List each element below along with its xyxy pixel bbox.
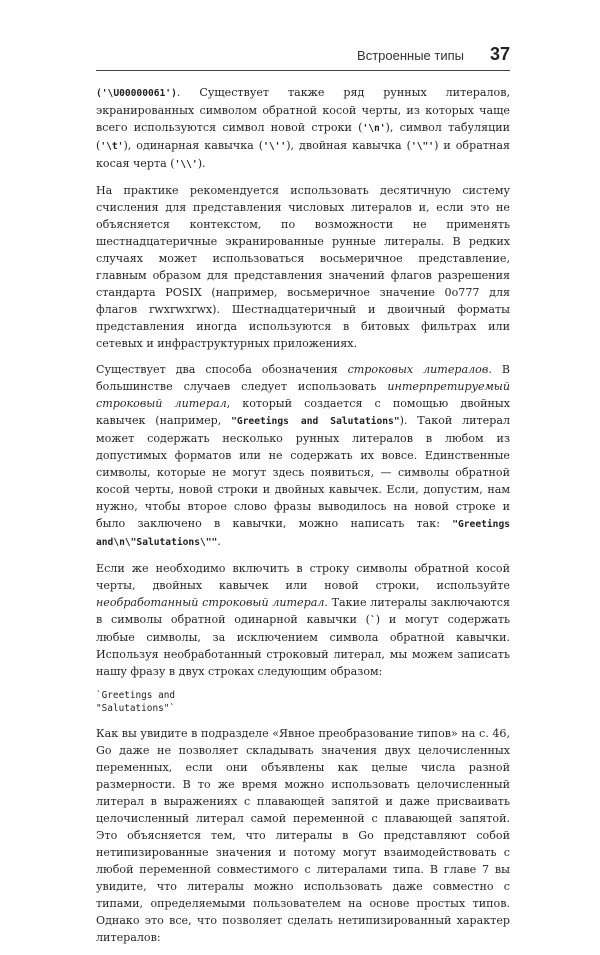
page-number: 37 (489, 44, 510, 64)
inline-code: ('\U00000061') (96, 88, 177, 99)
paragraph-string-literals: Существует два способа обозначения строковых литералов. В большинстве случаев следует использовать интерпретируемый строковый литерал, который создается с помощью двойных кавычек (например, "Greetings and Salutations"). Такой литерал может содержать несколько рунных литералов в любом из допустимых форматов или не содержать их вовсе. Единственные символы, которые не могут здесь появиться, — символы обратной косой черты, новой строки и двойных кавычек. Если, допустим, нам нужно, чтобы второе слово фразы выводилось на новой строке и было заключено в кавычки, можно написать так: "Greetings and\n\"Salutations\"". (96, 363, 510, 548)
inline-code: '\n' (362, 123, 386, 134)
paragraph-rune-escapes: ('\U00000061'). Существует также ряд рунных литералов, экранированных символом обратной косой черты, из которых чаще всего используются символ новой строки ('\n'), символ табуляции ('\t'), одинарная кавычка ('\''), двойная кавычка ('\"') и обратная косая черта ('\\'). (96, 86, 511, 170)
term-interpreted-literal: интерпретируемый строковый литерал (96, 380, 510, 410)
paragraph-untyped-literals: Как вы увидите в подразделе «Явное преобразование типов» на с. 46, Go даже не позволяет складывать значения двух целочисленных переменных, если они объявлены как целые числа разной размерности. В то же время можно использовать целочисленный литерал в выражениях с плавающей запятой и даже присваивать целочисленный литерал самой переменной с плавающей запятой. Это объясняется тем, что литералы в Go представляют собой нетипизированные значения и потому могут взаимодействовать с любой переменной совместимого с литералами типа. В главе 7 вы увидите, что литералы можно использовать даже совместно с типами, определяемыми пользователем на основе простых типов. Однако это все, что позволяет сделать нетипизированный характер литералов: (96, 727, 510, 944)
header-rule (96, 70, 510, 71)
inline-code: ` (369, 615, 376, 626)
code-listing (96, 689, 510, 715)
inline-code: "Greetings and Salutations" (231, 416, 400, 427)
inline-code: '\"' (410, 141, 435, 152)
term-raw-literal: необработанный строковый литерал (96, 596, 325, 609)
inline-code: '\t' (100, 141, 124, 152)
page-header (0, 44, 510, 68)
running-title: Встроенные типы (357, 48, 464, 63)
page-body (96, 84, 510, 955)
inline-code: "Greetings and\n\"Salutations\"" (96, 519, 510, 548)
term-string-literals: строковых литералов (347, 363, 489, 376)
code-line: "Salutations"` (96, 703, 176, 714)
inline-code: '\'' (263, 141, 287, 152)
inline-code: '\\' (174, 159, 198, 170)
paragraph-numeric-literals: На практике рекомендуется использовать десятичную систему счисления для представления числовых литералов и, если это не объясняется контекстом, по возможности не применять шестнадцатеричные экранированные рунные литералы. В редких случаях может использоваться восьмеричное представление, главным образом для представления значений флагов разрешения стандарта POSIX (например, восьмеричное значение 0o777 для флагов rwxrwxrwx). Шестнадцатеричный и двоичный форматы представления иногда используются в битовых фильтрах или сетевых и инфраструктурных приложениях. (96, 184, 510, 350)
paragraph-raw-literals: Если же необходимо включить в строку символы обратной косой черты, двойных кавычек или новой строки, используйте необработанный строковый литерал. Такие литералы заключаются в символы обратной одинарной кавычки (`) и могут содержать любые символы, за исключением символа обратной кавычки. Используя необработанный строковый литерал, мы можем записать нашу фразу в двух строках следующим образом: (96, 562, 510, 678)
code-line: `Greetings and (96, 690, 176, 701)
